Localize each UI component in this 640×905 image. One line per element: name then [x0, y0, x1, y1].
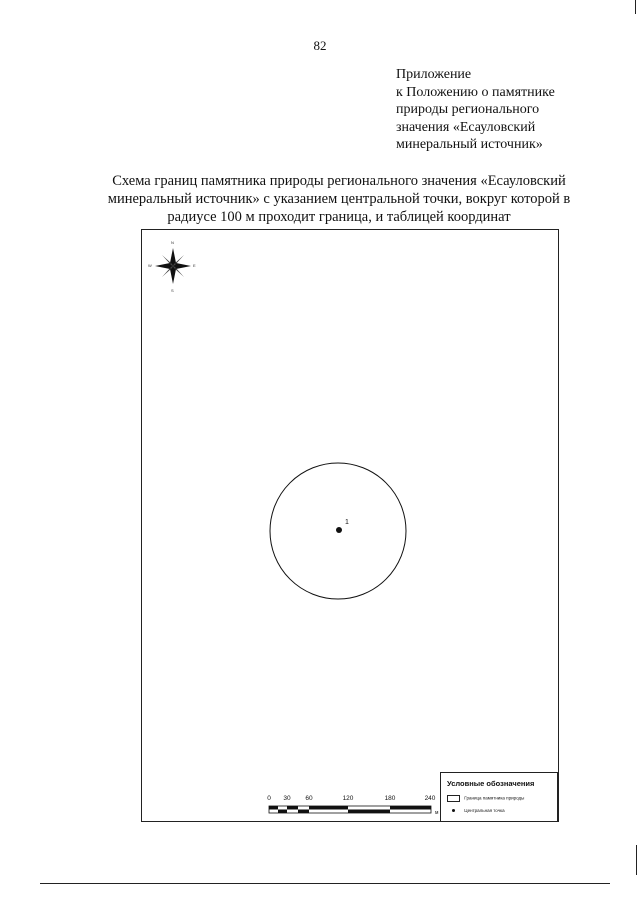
point-marker-icon: [452, 809, 455, 812]
map-title: [70, 172, 608, 226]
edge-mark: [636, 845, 637, 875]
bottom-rule: [40, 883, 610, 884]
appendix-line: Приложение: [396, 67, 472, 82]
compass-north: N: [171, 240, 174, 245]
boundary-swatch-icon: [447, 795, 460, 802]
compass-east: E: [193, 263, 196, 268]
appendix-line: значения «Есауловский: [396, 119, 536, 135]
appendix-header: [396, 66, 616, 154]
scale-bar: [264, 795, 444, 819]
scale-tick: 120: [342, 795, 354, 802]
title-line: радиусе 100 м проходит граница, и таблицей координат: [167, 209, 511, 225]
center-point-label: 1: [345, 519, 349, 526]
title-line: Схема границ памятника природы регионального значения «Есауловский: [112, 173, 566, 189]
compass-west: W: [148, 263, 152, 268]
legend: [440, 772, 558, 822]
appendix-line: природы регионального: [396, 102, 540, 117]
map-frame: [141, 229, 559, 822]
legend-title: Условные обозначения: [447, 779, 535, 788]
scale-unit: м: [435, 810, 439, 816]
title-line: минеральный источник» с указанием центральной точки, вокруг которой в: [107, 191, 571, 207]
page-number: 82: [313, 38, 327, 53]
scale-tick: 180: [384, 795, 396, 802]
compass-south: S: [171, 288, 174, 293]
appendix-line: минеральный источник»: [396, 137, 543, 152]
legend-boundary: [447, 795, 524, 802]
edge-mark: [635, 0, 636, 14]
center-point: [336, 527, 342, 533]
scale-tick: 30: [283, 795, 291, 802]
legend-point-label: Центральная точка: [464, 808, 505, 813]
scale-tick: 240: [424, 795, 436, 802]
appendix-line: к Положению о памятнике: [396, 84, 555, 100]
scale-tick: 0: [267, 795, 271, 802]
scale-tick: 60: [305, 795, 313, 802]
legend-point: [447, 808, 505, 813]
legend-boundary-label: Граница памятника природы: [464, 795, 525, 801]
